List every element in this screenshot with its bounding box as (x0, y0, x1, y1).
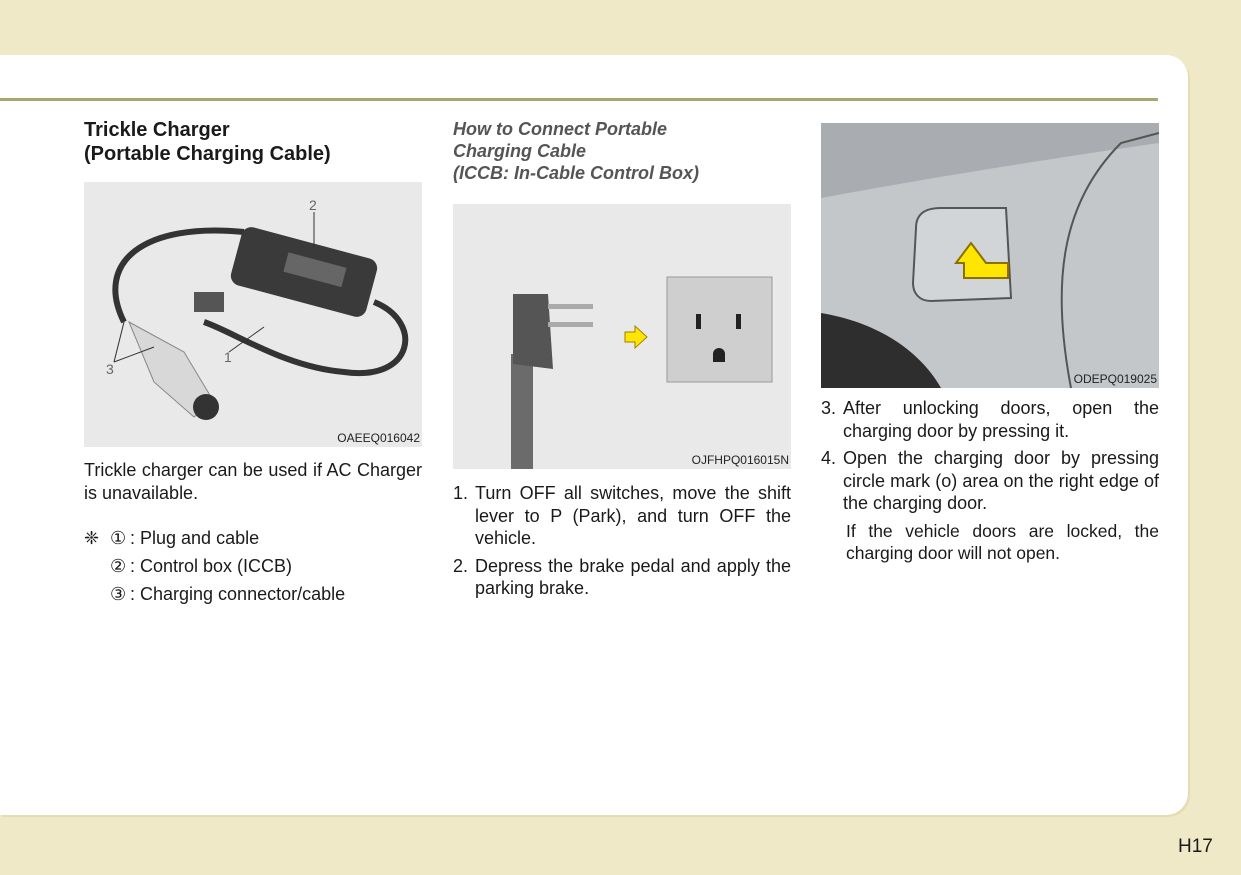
legend-text: : Charging connector/cable (130, 584, 346, 604)
step-number: 4. (821, 448, 837, 468)
section-title (453, 118, 791, 184)
column-trickle-charger (84, 118, 422, 608)
column-charging-door (821, 123, 1159, 565)
title-line-1: How to Connect Portable (453, 119, 668, 139)
step-item (453, 482, 791, 550)
step-text: Open the charging door by pressing circle mark (o) area on the right edge of the charging door. (843, 448, 1159, 513)
section-title (84, 118, 422, 166)
page-number: H17 (1178, 836, 1213, 857)
body-text: Trickle charger can be used if AC Charger is unavailable. (84, 460, 422, 503)
header-rule (0, 98, 1158, 101)
figure-caption: OAEEQ016042 (337, 431, 420, 445)
legend-marker: ① (110, 528, 127, 548)
figure-caption: ODEPQ019025 (1073, 372, 1157, 386)
legend-item (84, 580, 422, 608)
figure-caption: OJFHPQ016015N (691, 453, 789, 467)
figure-trickle-charger (84, 182, 422, 447)
step-number: 2. (453, 555, 469, 576)
note-text: If the vehicle doors are locked, the charging door will not open. (846, 520, 1159, 563)
callout-1: 1 (224, 349, 232, 365)
title-line-2: (Portable Charging Cable) (84, 143, 331, 165)
legend-item (84, 552, 422, 580)
step-text: Depress the brake pedal and apply the parking brake. (475, 555, 791, 598)
legend-marker: ③ (110, 584, 127, 604)
column-connect-cable (453, 118, 791, 605)
step-item (821, 447, 1159, 515)
step-number: 3. (821, 398, 837, 418)
charger-illustration (84, 182, 422, 447)
callout-2: 2 (309, 197, 317, 213)
charging-door-illustration (821, 123, 1159, 388)
legend (84, 524, 422, 608)
title-line-2: Charging Cable (453, 141, 587, 161)
plug-outlet-illustration (453, 204, 791, 469)
legend-text: : Plug and cable (130, 528, 260, 548)
legend-item (84, 524, 422, 552)
step-item (453, 555, 791, 600)
legend-text: : Control box (ICCB) (130, 556, 293, 576)
step-item (821, 397, 1159, 442)
step-text: Turn OFF all switches, move the shift lever to P (Park), and turn OFF the vehicle. (475, 483, 791, 548)
figure-charging-door (821, 123, 1159, 388)
title-line-3: (ICCB: In-Cable Control Box) (453, 163, 699, 183)
figure-plug-outlet (453, 204, 791, 469)
title-line-1: Trickle Charger (84, 119, 230, 141)
step-text: After unlocking doors, open the charging door by pressing it. (843, 398, 1159, 441)
legend-marker: ② (110, 556, 127, 576)
callout-3: 3 (106, 361, 114, 377)
step-number: 1. (453, 483, 469, 503)
footnote-symbol: ❈ (84, 528, 100, 548)
